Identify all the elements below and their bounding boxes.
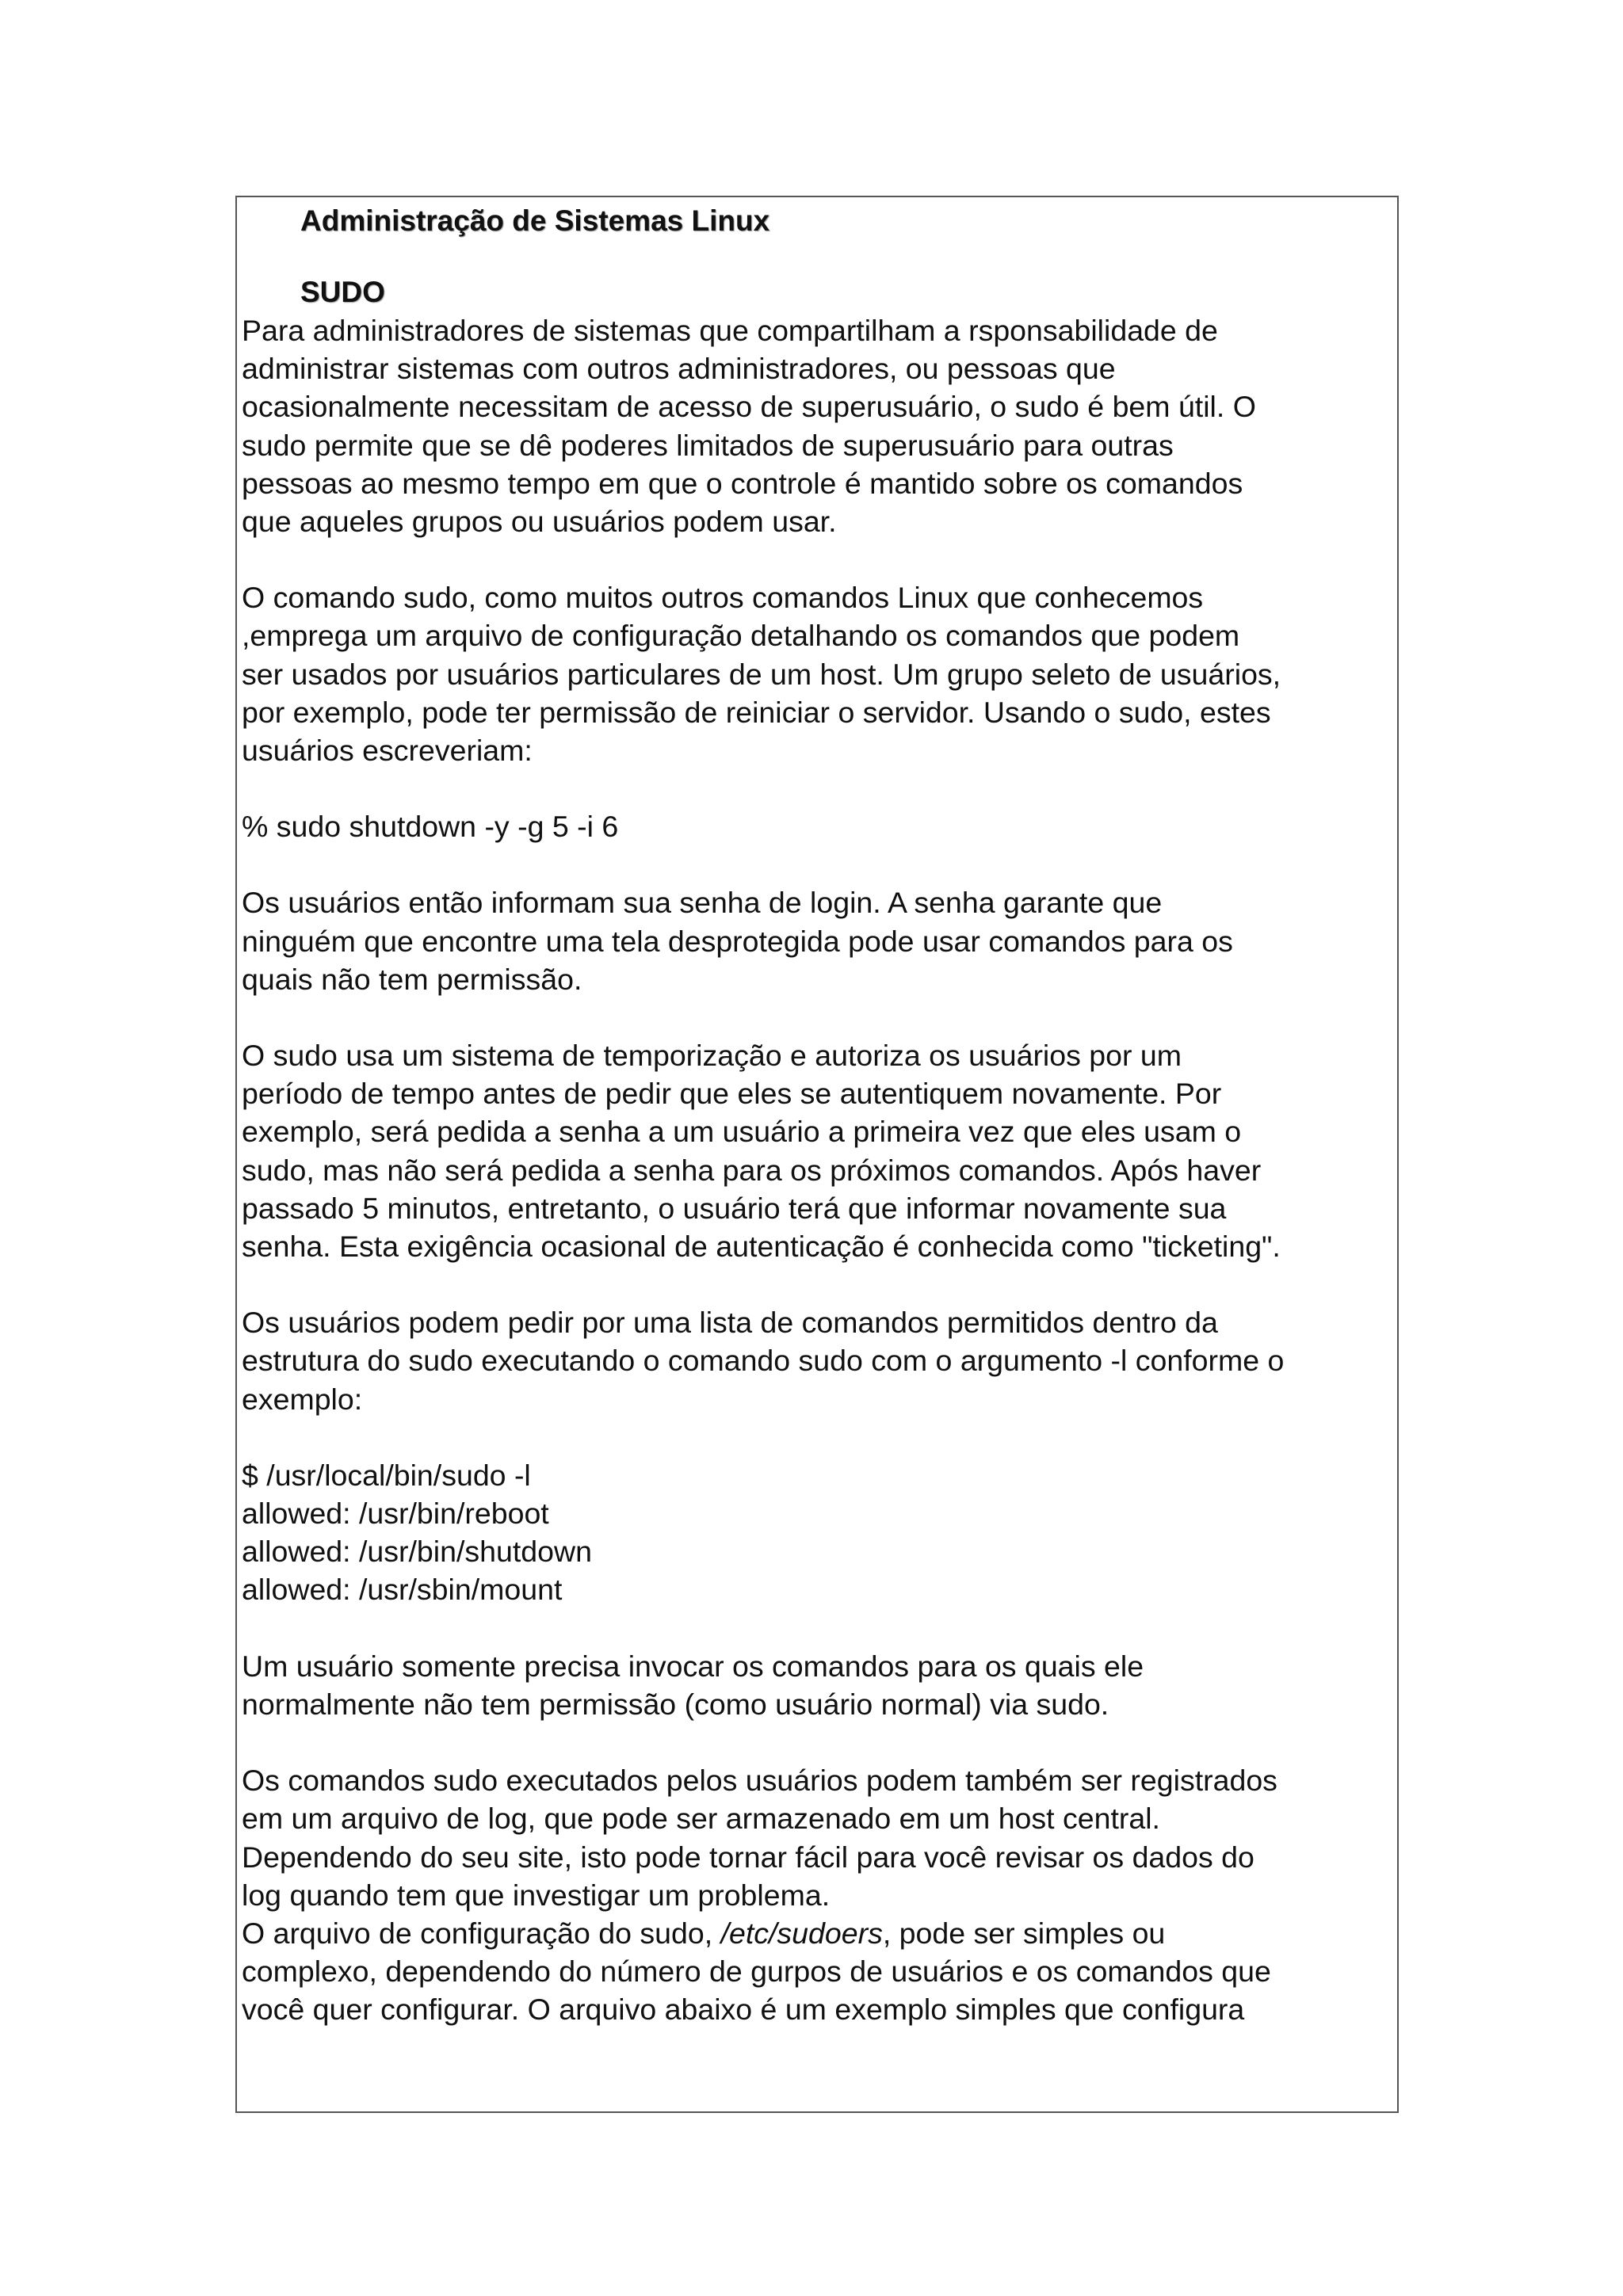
text-line: período de tempo antes de pedir que eles se autentiquem novamente. Por: [242, 1077, 1222, 1111]
text-line: % sudo shutdown -y -g 5 -i 6: [242, 810, 619, 844]
text-line: você quer configurar. O arquivo abaixo é um exemplo simples que configura: [242, 1993, 1245, 2027]
document-frame: [235, 196, 1399, 2113]
document-body: [242, 311, 1397, 1914]
text-line: Os usuários então informam sua senha de login. A senha garante que: [242, 886, 1163, 920]
paragraph: [242, 1456, 1397, 1609]
text-line: que aqueles grupos ou usuários podem usar.: [242, 505, 837, 539]
text-line: passado 5 minutos, entretanto, o usuário terá que informar novamente sua: [242, 1191, 1227, 1225]
text-line: sudo, mas não será pedida a senha para os próximos comandos. Após haver: [242, 1153, 1262, 1187]
text-line: ser usados por usuários particulares de um host. Um grupo seleto de usuários,: [242, 657, 1281, 691]
paragraph: [242, 578, 1397, 769]
text-line: administrar sistemas com outros administradores, ou pessoas que: [242, 352, 1116, 386]
paragraph: [242, 1761, 1397, 1914]
text-line: estrutura do sudo executando o comando sudo com o argumento -l conforme o: [242, 1344, 1285, 1378]
document-title: Administração de Sistemas Linux: [300, 204, 770, 237]
text-line: allowed: /usr/sbin/mount: [242, 1573, 563, 1607]
sudoers-path: /etc/sudoers: [720, 1916, 883, 1950]
paragraph-sudoers-config: [242, 1914, 1397, 2029]
text-line: ,emprega um arquivo de configuração detalhando os comandos que podem: [242, 619, 1240, 653]
text-line: ocasionalmente necessitam de acesso de superusuário, o sudo é bem útil. O: [242, 390, 1256, 424]
text-line: ninguém que encontre uma tela desprotegida pode usar comandos para os: [242, 924, 1233, 958]
text-line: $ /usr/local/bin/sudo -l: [242, 1458, 531, 1492]
text-line: Os usuários podem pedir por uma lista de comandos permitidos dentro da: [242, 1306, 1218, 1340]
text-line: exemplo, será pedida a senha a um usuário a primeira vez que eles usam o: [242, 1115, 1242, 1149]
text-line: em um arquivo de log, que pode ser armazenado em um host central.: [242, 1802, 1160, 1836]
text-line: Os comandos sudo executados pelos usuários podem também ser registrados: [242, 1764, 1277, 1798]
text-line: O sudo usa um sistema de temporização e autoriza os usuários por um: [242, 1039, 1182, 1073]
text-line: por exemplo, pode ter permissão de reiniciar o servidor. Usando o sudo, estes: [242, 695, 1271, 729]
text-line: pessoas ao mesmo tempo em que o controle é mantido sobre os comandos: [242, 466, 1243, 500]
text-line: complexo, dependendo do número de gurpos de usuários e os comandos que: [242, 1955, 1271, 1989]
text-line: allowed: /usr/bin/shutdown: [242, 1535, 592, 1569]
paragraph: [242, 1647, 1397, 1723]
paragraph: [242, 311, 1397, 540]
paragraph: [242, 883, 1397, 998]
document-subtitle: SUDO: [300, 276, 385, 308]
text-line: usuários escreveriam:: [242, 734, 533, 768]
text-line: O arquivo de configuração do sudo, /etc/sudoers, pode ser simples ou: [242, 1916, 1166, 1950]
text-line: O comando sudo, como muitos outros comandos Linux que conhecemos: [242, 581, 1204, 615]
text-line: senha. Esta exigência ocasional de autenticação é conhecida como "ticketing".: [242, 1230, 1281, 1264]
text-line: normalmente não tem permissão (como usuário normal) via sudo.: [242, 1687, 1109, 1721]
text-line: Um usuário somente precisa invocar os comandos para os quais ele: [242, 1649, 1144, 1683]
text-line: sudo permite que se dê poderes limitados de superusuário para outras: [242, 428, 1174, 462]
text-line: exemplo:: [242, 1382, 363, 1416]
text-line: log quando tem que investigar um problema.: [242, 1878, 831, 1912]
paragraph: [242, 1303, 1397, 1418]
paragraph: [242, 1036, 1397, 1265]
text-line: Para administradores de sistemas que compartilham a rsponsabilidade de: [242, 314, 1218, 347]
paragraph: [242, 807, 1397, 845]
text-line: quais não tem permissão.: [242, 962, 582, 996]
text-line: allowed: /usr/bin/reboot: [242, 1497, 549, 1531]
text-line: Dependendo do seu site, isto pode tornar fácil para você revisar os dados do: [242, 1840, 1254, 1874]
